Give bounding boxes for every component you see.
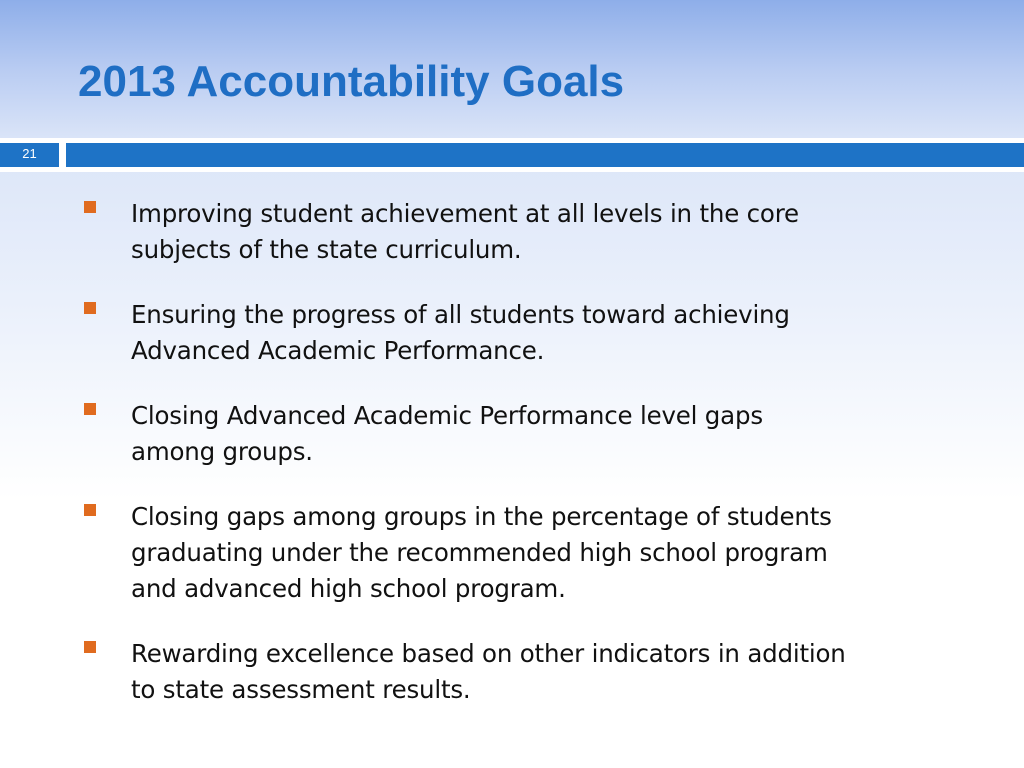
bullet-list (80, 196, 980, 737)
square-bullet-icon (84, 302, 96, 314)
bullet-text (131, 398, 980, 470)
divider-bar (66, 143, 1024, 167)
bullet-line: to state assessment results. (131, 675, 471, 704)
bullet-line: Rewarding excellence based on other indicators in addition (131, 639, 846, 668)
bullet-line: Closing gaps among groups in the percentage of students (131, 502, 832, 531)
bullet-line: Advanced Academic Performance. (131, 336, 545, 365)
page-number: 21 (0, 143, 59, 167)
bullet-line: Ensuring the progress of all students toward achieving (131, 300, 790, 329)
square-bullet-icon (84, 201, 96, 213)
square-bullet-icon (84, 641, 96, 653)
bullet-text (131, 636, 980, 708)
bullet-line: graduating under the recommended high school program (131, 538, 828, 567)
slide-title: 2013 Accountability Goals (78, 57, 625, 106)
bullet-item (80, 398, 980, 470)
bullet-line: and advanced high school program. (131, 574, 566, 603)
bullet-line: among groups. (131, 437, 313, 466)
bullet-line: Improving student achievement at all levels in the core (131, 199, 799, 228)
bullet-text (131, 196, 980, 268)
square-bullet-icon (84, 504, 96, 516)
bullet-line: subjects of the state curriculum. (131, 235, 522, 264)
bullet-item (80, 297, 980, 369)
bullet-item (80, 499, 980, 607)
bullet-line: Closing Advanced Academic Performance level gaps (131, 401, 763, 430)
bullet-item (80, 196, 980, 268)
bullet-text (131, 297, 980, 369)
bullet-text (131, 499, 980, 607)
bullet-item (80, 636, 980, 708)
square-bullet-icon (84, 403, 96, 415)
